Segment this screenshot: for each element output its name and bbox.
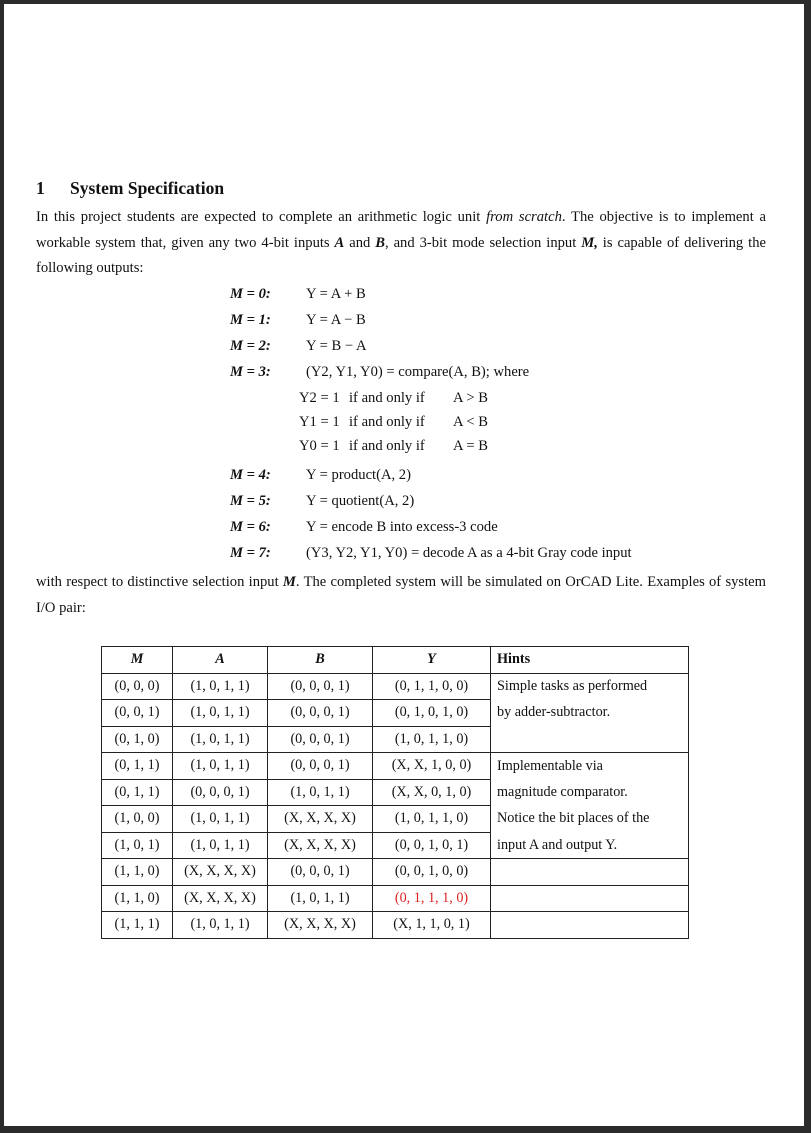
condition-relation: A < B bbox=[453, 414, 488, 430]
cell-hint: input A and output Y. bbox=[491, 832, 689, 859]
mode-label: M = 0: bbox=[230, 286, 271, 302]
cell-hint bbox=[491, 912, 689, 939]
cell-hint bbox=[491, 726, 689, 753]
section-number: 1 bbox=[36, 178, 45, 198]
table-row bbox=[102, 832, 689, 859]
cell-b: (X, X, X, X) bbox=[268, 806, 373, 833]
mode-label: M = 7: bbox=[230, 545, 271, 561]
cell-hint: Implementable via bbox=[491, 753, 689, 780]
condition-iff: if and only if bbox=[349, 414, 425, 430]
io-table bbox=[101, 646, 689, 939]
header-a: A bbox=[173, 647, 268, 674]
cell-y: (0, 1, 1, 0, 0) bbox=[373, 673, 491, 700]
cell-m: (1, 1, 0) bbox=[102, 885, 173, 912]
intro-paragraph bbox=[36, 205, 766, 282]
mode-label: M = 3: bbox=[230, 364, 271, 380]
mode-expression: (Y2, Y1, Y0) = compare(A, B); where bbox=[306, 364, 530, 380]
intro-var-a: A bbox=[334, 234, 345, 251]
table-body bbox=[102, 673, 689, 938]
intro-text-4: is capable of delivering the following outputs: bbox=[36, 234, 767, 276]
condition-iff: if and only if bbox=[349, 390, 425, 406]
header-y: Y bbox=[373, 647, 491, 674]
intro-var-m: M, bbox=[581, 234, 598, 251]
cell-a: (1, 0, 1, 1) bbox=[173, 912, 268, 939]
cell-m: (0, 0, 1) bbox=[102, 700, 173, 727]
cell-a: (0, 0, 0, 1) bbox=[173, 779, 268, 806]
cell-b: (1, 0, 1, 1) bbox=[268, 779, 373, 806]
mode-expression: Y = A + B bbox=[306, 286, 366, 302]
closing-text-2: . The completed system will be simulated on OrCAD Lite. Examples of system I/O pair: bbox=[36, 574, 766, 616]
condition-output: Y2 = 1 bbox=[299, 390, 340, 406]
mode-expression: Y = A − B bbox=[306, 312, 366, 328]
cell-y: (1, 0, 1, 1, 0) bbox=[373, 726, 491, 753]
cell-a: (1, 0, 1, 1) bbox=[173, 700, 268, 727]
closing-paragraph bbox=[36, 570, 766, 621]
mode-label: M = 2: bbox=[230, 338, 271, 354]
condition-relation: A = B bbox=[453, 438, 488, 454]
mode-expression: Y = encode B into excess-3 code bbox=[306, 519, 498, 535]
condition-output: Y0 = 1 bbox=[299, 438, 340, 454]
closing-var-m: M bbox=[282, 574, 296, 590]
intro-text-3: , and 3-bit mode selection input bbox=[384, 234, 582, 251]
cell-y: (X, X, 0, 1, 0) bbox=[373, 779, 491, 806]
cell-hint bbox=[491, 859, 689, 886]
cell-hint: Simple tasks as performed bbox=[491, 673, 689, 700]
table-header-row bbox=[102, 647, 689, 674]
cell-y: (0, 1, 1, 1, 0) bbox=[373, 885, 491, 912]
mode-label: M = 4: bbox=[230, 467, 271, 483]
intro-text-2: . The objective is to implement a workable system that, given any two 4-bit inputs bbox=[36, 209, 767, 251]
cell-b: (1, 0, 1, 1) bbox=[268, 885, 373, 912]
cell-b: (X, X, X, X) bbox=[268, 832, 373, 859]
table-row bbox=[102, 673, 689, 700]
cell-b: (0, 0, 0, 1) bbox=[268, 700, 373, 727]
header-m: M bbox=[102, 647, 173, 674]
cell-m: (1, 0, 1) bbox=[102, 832, 173, 859]
cell-a: (1, 0, 1, 1) bbox=[173, 832, 268, 859]
closing-text-1: with respect to distinctive selection input bbox=[36, 574, 283, 590]
table-row bbox=[102, 726, 689, 753]
cell-m: (1, 0, 0) bbox=[102, 806, 173, 833]
cell-a: (1, 0, 1, 1) bbox=[173, 753, 268, 780]
table-row bbox=[102, 700, 689, 727]
cell-b: (0, 0, 0, 1) bbox=[268, 859, 373, 886]
condition-output: Y1 = 1 bbox=[299, 414, 340, 430]
cell-b: (0, 0, 0, 1) bbox=[268, 673, 373, 700]
intro-emphasis: from scratch bbox=[486, 209, 562, 225]
cell-a: (1, 0, 1, 1) bbox=[173, 726, 268, 753]
intro-var-b: B bbox=[375, 234, 385, 251]
document-page bbox=[4, 4, 804, 1126]
header-hints: Hints bbox=[491, 647, 689, 674]
cell-hint: by adder-subtractor. bbox=[491, 700, 689, 727]
mode-expression: Y = B − A bbox=[306, 338, 367, 354]
cell-b: (0, 0, 0, 1) bbox=[268, 726, 373, 753]
cell-m: (0, 1, 1) bbox=[102, 753, 173, 780]
intro-text-and: and bbox=[344, 234, 376, 251]
mode-label: M = 1: bbox=[230, 312, 271, 328]
cell-a: (X, X, X, X) bbox=[173, 859, 268, 886]
section-title: System Specification bbox=[70, 178, 225, 198]
cell-a: (1, 0, 1, 1) bbox=[173, 673, 268, 700]
cell-hint bbox=[491, 885, 689, 912]
mode-label: M = 6: bbox=[230, 519, 271, 535]
condition-relation: A > B bbox=[453, 390, 488, 406]
mode-label: M = 5: bbox=[230, 493, 271, 509]
cell-a: (X, X, X, X) bbox=[173, 885, 268, 912]
section-heading bbox=[36, 178, 224, 199]
table-row bbox=[102, 885, 689, 912]
cell-hint: Notice the bit places of the bbox=[491, 806, 689, 833]
cell-y: (X, X, 1, 0, 0) bbox=[373, 753, 491, 780]
cell-m: (1, 1, 1) bbox=[102, 912, 173, 939]
intro-text-1: In this project students are expected to complete an arithmetic logic unit bbox=[36, 209, 487, 225]
cell-b: (X, X, X, X) bbox=[268, 912, 373, 939]
cell-y: (0, 0, 1, 0, 0) bbox=[373, 859, 491, 886]
cell-m: (1, 1, 0) bbox=[102, 859, 173, 886]
cell-hint: magnitude comparator. bbox=[491, 779, 689, 806]
cell-b: (0, 0, 0, 1) bbox=[268, 753, 373, 780]
table-row bbox=[102, 806, 689, 833]
cell-m: (0, 1, 1) bbox=[102, 779, 173, 806]
cell-m: (0, 1, 0) bbox=[102, 726, 173, 753]
table-row bbox=[102, 753, 689, 780]
cell-y: (1, 0, 1, 1, 0) bbox=[373, 806, 491, 833]
condition-iff: if and only if bbox=[349, 438, 425, 454]
mode-expression: (Y3, Y2, Y1, Y0) = decode A as a 4-bit Gray code input bbox=[306, 545, 632, 561]
cell-a: (1, 0, 1, 1) bbox=[173, 806, 268, 833]
cell-m: (0, 0, 0) bbox=[102, 673, 173, 700]
header-b: B bbox=[268, 647, 373, 674]
table-row bbox=[102, 779, 689, 806]
table-row bbox=[102, 912, 689, 939]
mode-expression: Y = product(A, 2) bbox=[306, 467, 411, 483]
cell-y: (0, 1, 0, 1, 0) bbox=[373, 700, 491, 727]
cell-y: (0, 0, 1, 0, 1) bbox=[373, 832, 491, 859]
mode-expression: Y = quotient(A, 2) bbox=[306, 493, 415, 509]
cell-y: (X, 1, 1, 0, 1) bbox=[373, 912, 491, 939]
table-row bbox=[102, 859, 689, 886]
